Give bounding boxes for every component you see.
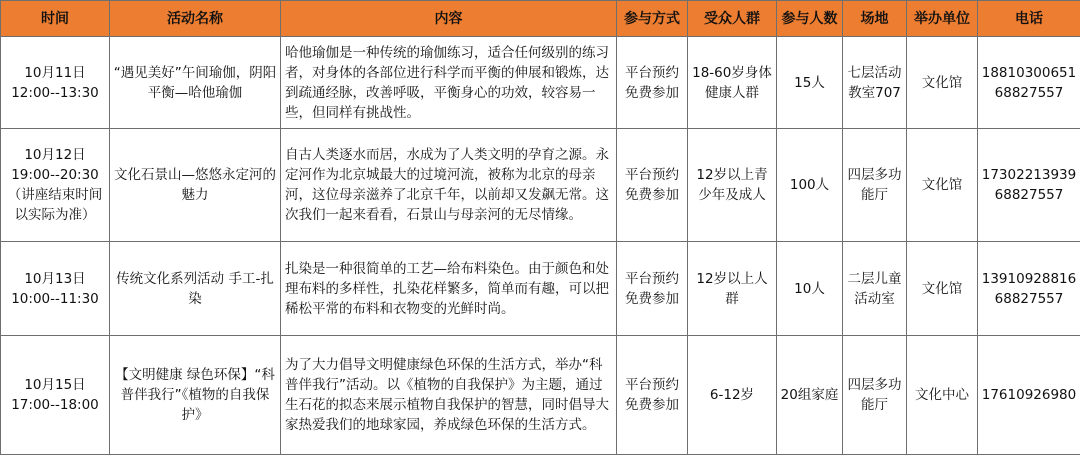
cell-method: 平台预约免费参加 [617, 129, 688, 242]
cell-time: 10月15日 17:00--18:00 [1, 336, 110, 455]
table-row [1, 336, 1080, 455]
table-row [1, 37, 1080, 129]
header-audience: 受众人群 [688, 1, 777, 37]
cell-audience: 12岁以上青少年及成人 [688, 129, 777, 242]
cell-audience: 18-60岁身体健康人群 [688, 37, 777, 129]
header-time: 时间 [1, 1, 110, 37]
header-count: 参与人数 [777, 1, 843, 37]
table-row [1, 242, 1080, 336]
header-phone: 电话 [978, 1, 1080, 37]
cell-count: 100人 [777, 129, 843, 242]
cell-count: 15人 [777, 37, 843, 129]
cell-count: 10人 [777, 242, 843, 336]
cell-time: 10月13日 10:00--11:30 [1, 242, 110, 336]
cell-activity-name: “遇见美好”午间瑜伽，阴阳平衡—哈他瑜伽 [110, 37, 281, 129]
cell-activity-name: 传统文化系列活动 手工-扎染 [110, 242, 281, 336]
cell-content: 自古人类逐水而居，水成为了人类文明的孕育之源。永定河作为北京城最大的过境河流，被称为北京的母亲河，这位母亲滋养了北京千年，以前却又发飙无常。这次我们一起来看看，石景山与母亲河的无尽情缘。 [281, 129, 617, 242]
cell-venue: 二层儿童活动室 [843, 242, 907, 336]
header-content: 内容 [281, 1, 617, 37]
cell-method: 平台预约免费参加 [617, 336, 688, 455]
cell-count: 20组家庭 [777, 336, 843, 455]
cell-audience: 6-12岁 [688, 336, 777, 455]
table-row [1, 129, 1080, 242]
cell-venue: 七层活动教室707 [843, 37, 907, 129]
cell-time: 10月12日 19:00--20:30 （讲座结束时间以实际为准） [1, 129, 110, 242]
cell-phone: 17302213939 68827557 [978, 129, 1080, 242]
cell-organizer: 文化馆 [907, 129, 978, 242]
cell-time: 10月11日 12:00--13:30 [1, 37, 110, 129]
cell-content: 为了大力倡导文明健康绿色环保的生活方式，举办“科普伴我行”活动。以《植物的自我保护》为主题，通过生石花的拟态来展示植物自我保护的智慧，同时倡导大家热爱我们的地球家园，养成绿色环保的生活方式。 [281, 336, 617, 455]
cell-activity-name: 文化石景山—悠悠永定河的魅力 [110, 129, 281, 242]
cell-phone: 17610926980 [978, 336, 1080, 455]
header-organizer: 举办单位 [907, 1, 978, 37]
cell-organizer: 文化馆 [907, 37, 978, 129]
header-activity-name: 活动名称 [110, 1, 281, 37]
cell-content: 哈他瑜伽是一种传统的瑜伽练习，适合任何级别的练习者，对身体的各部位进行科学而平衡的伸展和锻炼，达到疏通经脉，改善呼吸，平衡身心的功效，较容易一些，但同样有挑战性。 [281, 37, 617, 129]
cell-content: 扎染是一种很简单的工艺—给布料染色。由于颜色和处理布料的多样性，扎染花样繁多，简单而有趣，可以把稀松平常的布料和衣物变的光鲜时尚。 [281, 242, 617, 336]
cell-venue: 四层多功能厅 [843, 129, 907, 242]
cell-audience: 12岁以上人群 [688, 242, 777, 336]
cell-organizer: 文化馆 [907, 242, 978, 336]
cell-organizer: 文化中心 [907, 336, 978, 455]
cell-phone: 13910928816 68827557 [978, 242, 1080, 336]
header-method: 参与方式 [617, 1, 688, 37]
cell-method: 平台预约免费参加 [617, 37, 688, 129]
cell-activity-name: 【文明健康 绿色环保】“科普伴我行”《植物的自我保护》 [110, 336, 281, 455]
cell-venue: 四层多功能厅 [843, 336, 907, 455]
header-venue: 场地 [843, 1, 907, 37]
cell-phone: 18810300651 68827557 [978, 37, 1080, 129]
cell-method: 平台预约免费参加 [617, 242, 688, 336]
table-header-row [1, 1, 1080, 37]
